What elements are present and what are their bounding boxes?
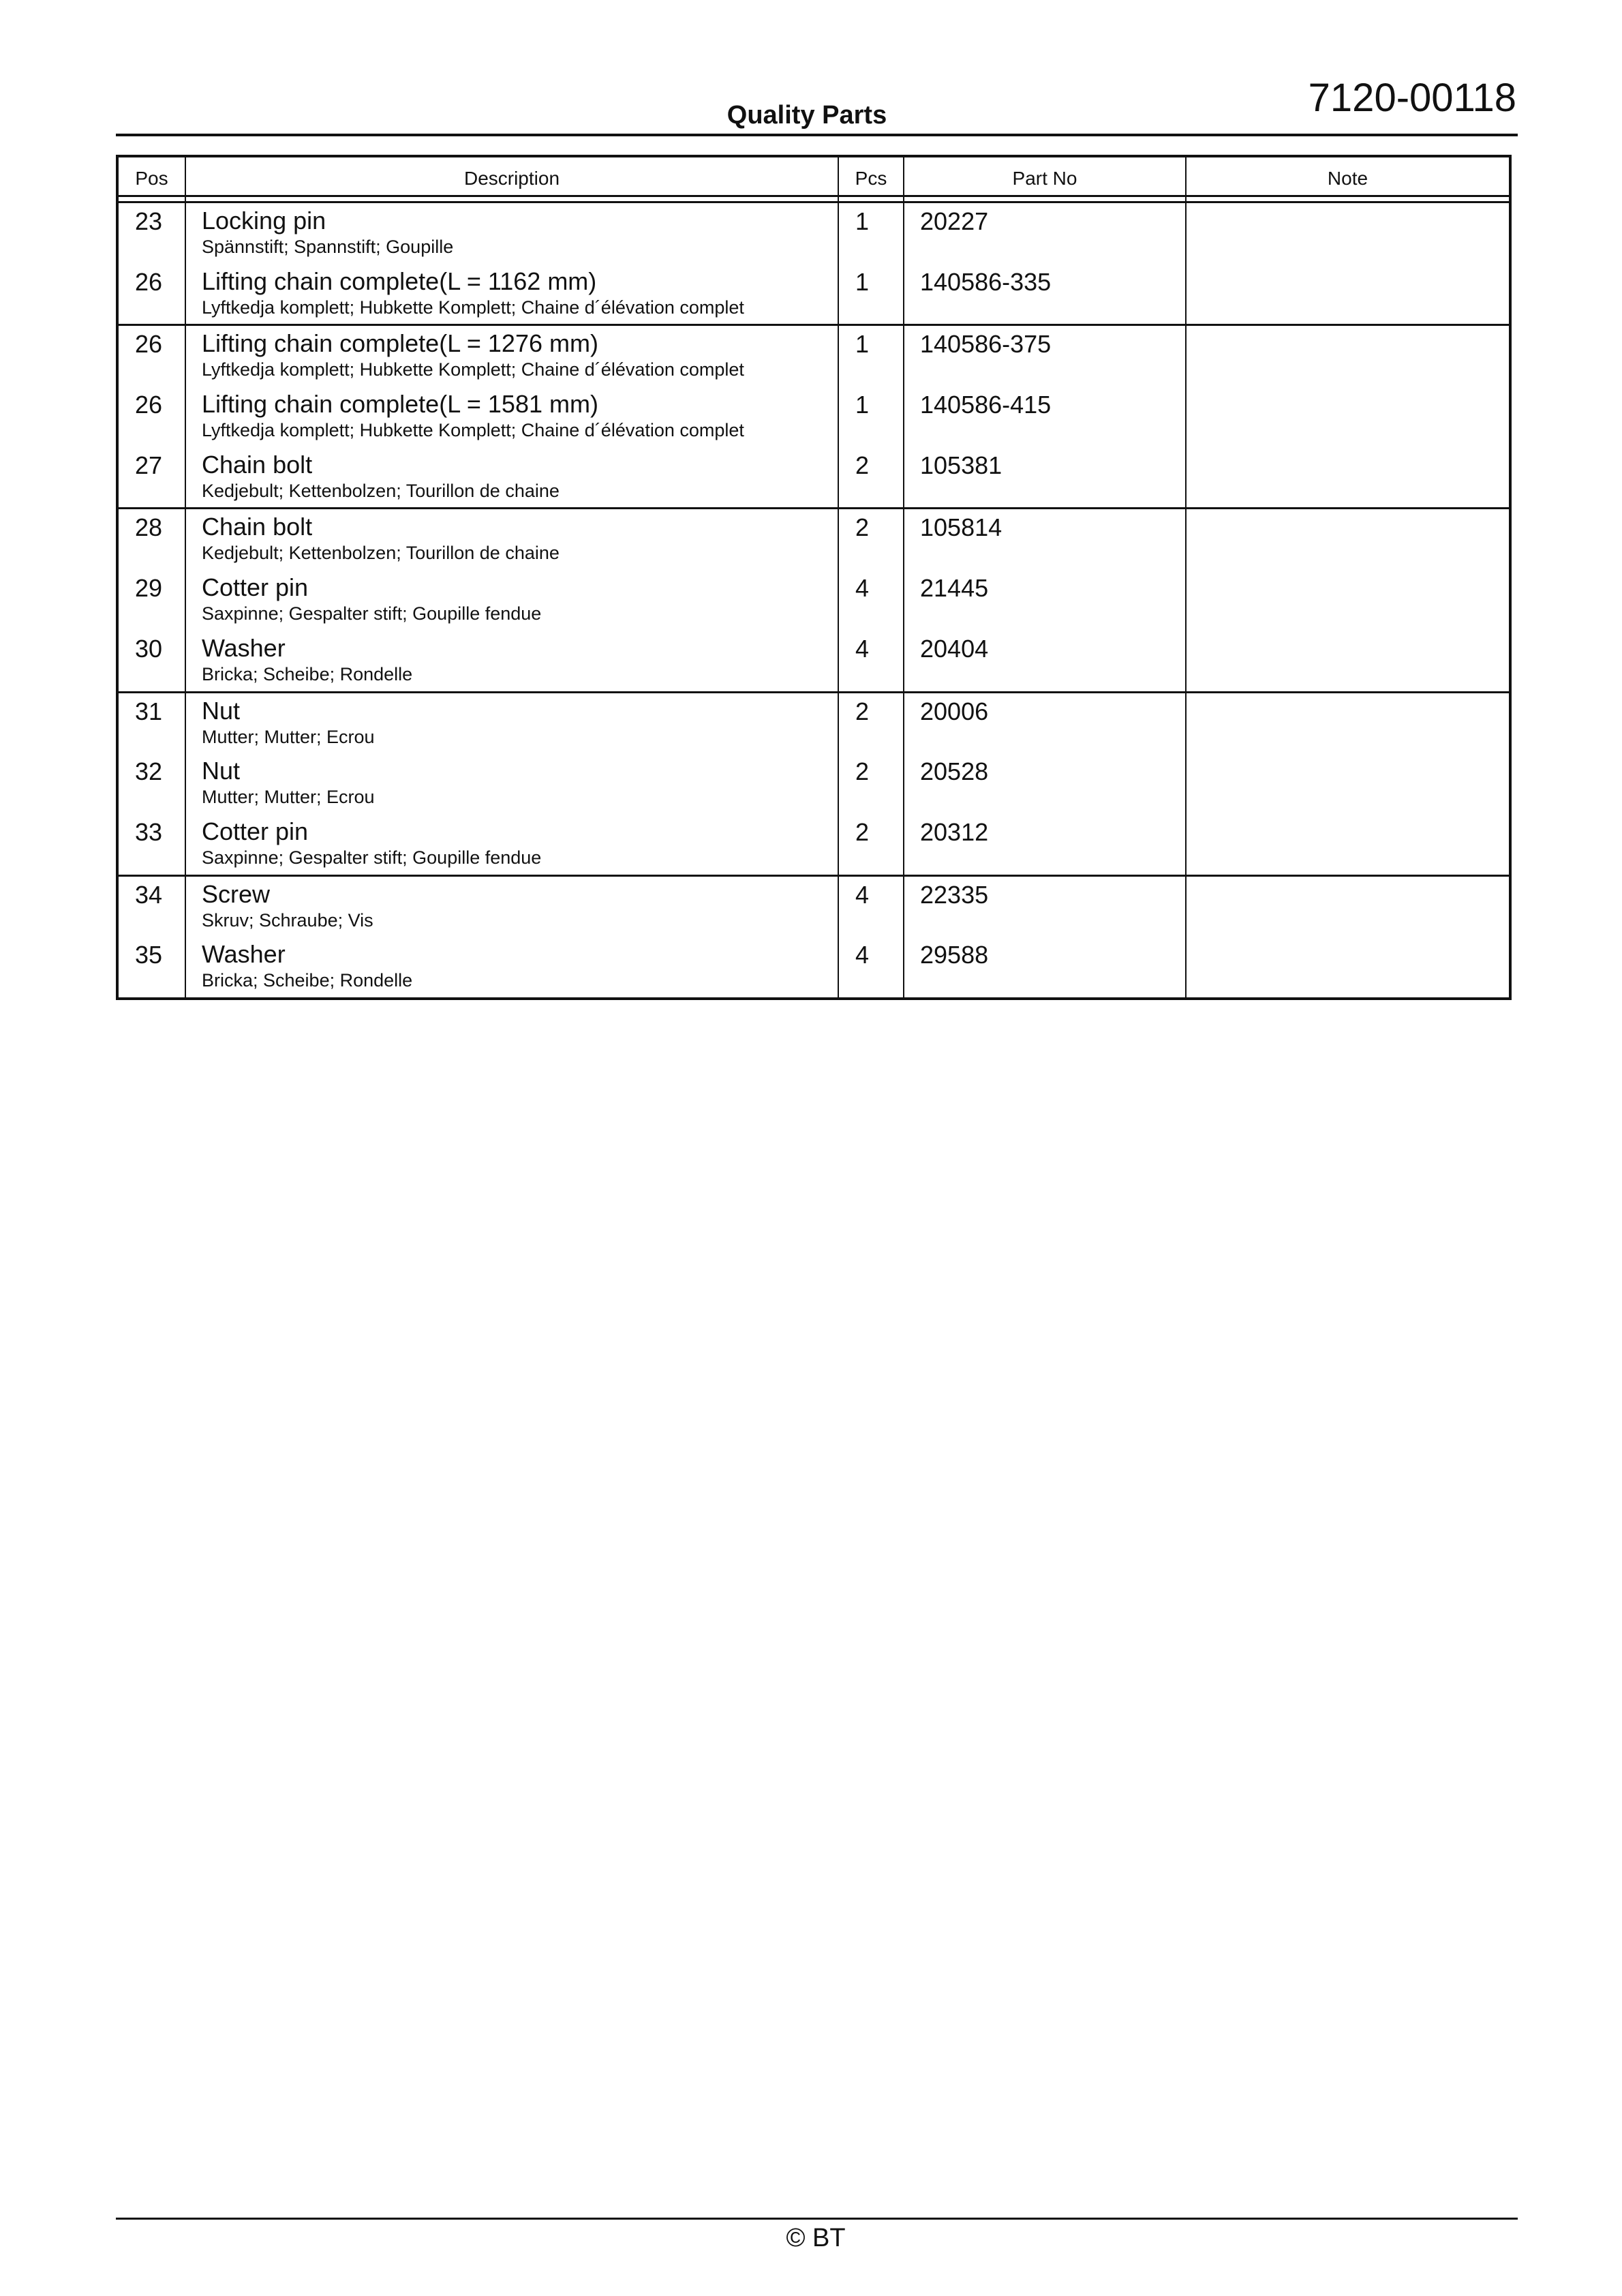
pcs-cell: 4 [838,937,903,997]
part-no-cell: 20528 [903,753,1185,814]
part-name: Chain bolt [202,450,313,479]
part-name: Washer [202,633,286,662]
row-group [119,326,1509,509]
note-cell [1185,814,1509,875]
pos-cell: 34 [135,880,163,909]
pcs-cell: 4 [838,631,903,691]
part-name: Lifting chain complete(L = 1162 mm) [202,267,597,295]
pos-cell: 33 [135,817,163,846]
note-cell [1185,693,1509,754]
parts-table [116,155,1512,1000]
part-translation: Saxpinne; Gespalter stift; Goupille fendue [202,603,542,624]
part-no-cell: 20006 [903,693,1185,754]
part-no-cell: 21445 [903,570,1185,631]
part-translation: Spännstift; Spannstift; Goupille [202,237,454,257]
part-name: Cotter pin [202,817,309,845]
part-no-cell: 20227 [903,203,1185,264]
note-cell [1185,753,1509,814]
description-cell [185,326,838,387]
column-header-pos: Pos [135,168,168,189]
pcs-cell: 2 [838,447,903,508]
table-row [119,509,1509,570]
row-group [119,203,1509,326]
description-cell [185,570,838,631]
note-cell [1185,203,1509,264]
part-name: Screw [202,879,271,908]
footer-divider [116,2218,1518,2220]
note-cell [1185,631,1509,691]
description-cell [185,877,838,937]
pos-cell: 30 [135,634,163,663]
part-name: Chain bolt [202,513,313,541]
pos-cell: 31 [135,697,163,725]
part-name: Lifting chain complete(L = 1276 mm) [202,329,598,358]
note-cell [1185,937,1509,997]
pcs-cell: 2 [838,509,903,570]
part-no-cell: 140586-415 [903,387,1185,447]
column-header-part-no: Part No [903,157,1185,195]
pos-cell: 26 [135,330,163,359]
description-cell [185,753,838,814]
pos-cell: 29 [135,574,163,603]
description-cell [185,264,838,324]
description-cell [185,631,838,691]
table-row [119,753,1509,814]
table-row [119,631,1509,691]
part-translation: Kedjebult; Kettenbolzen; Tourillon de chaine [202,480,560,501]
part-no-cell: 105381 [903,447,1185,508]
pcs-cell: 1 [838,264,903,324]
part-translation: Saxpinne; Gespalter stift; Goupille fendue [202,847,542,868]
table-header [119,157,1509,197]
table-row [119,570,1509,631]
part-translation: Lyftkedja komplett; Hubkette Komplett; Chaine d´élévation complet [202,420,744,441]
pcs-cell: 1 [838,203,903,264]
pcs-cell: 4 [838,570,903,631]
part-no-cell: 140586-335 [903,264,1185,324]
part-name: Cotter pin [202,573,309,602]
part-translation: Lyftkedja komplett; Hubkette Komplett; Chaine d´élévation complet [202,359,744,380]
part-name: Locking pin [202,207,326,235]
table-row [119,203,1509,264]
description-cell [185,447,838,508]
note-cell [1185,264,1509,324]
pos-cell: 23 [135,207,163,235]
note-cell [1185,387,1509,447]
table-row [119,387,1509,447]
part-no-cell: 140586-375 [903,326,1185,387]
table-row [119,937,1509,997]
pos-cell: 35 [135,941,163,969]
part-translation: Kedjebult; Kettenbolzen; Tourillon de chaine [202,543,560,564]
part-name: Lifting chain complete(L = 1581 mm) [202,390,598,419]
part-no-cell: 22335 [903,877,1185,937]
table-body [119,203,1509,997]
part-no-cell: 20404 [903,631,1185,691]
part-name: Washer [202,940,286,969]
pos-cell: 26 [135,391,163,419]
part-translation: Skruv; Schraube; Vis [202,909,373,931]
pcs-cell: 2 [838,753,903,814]
row-group [119,877,1509,997]
pos-cell: 26 [135,267,163,296]
header-divider [116,134,1518,136]
description-cell [185,387,838,447]
note-cell [1185,447,1509,508]
pcs-cell: 1 [838,326,903,387]
description-cell [185,937,838,997]
part-name: Nut [202,696,241,725]
part-no-cell: 20312 [903,814,1185,875]
part-translation: Lyftkedja komplett; Hubkette Komplett; Chaine d´élévation complet [202,297,744,318]
description-cell [185,203,838,264]
pcs-cell: 1 [838,387,903,447]
table-row [119,814,1509,875]
part-translation: Mutter; Mutter; Ecrou [202,787,375,808]
note-cell [1185,326,1509,387]
column-header-pcs: Pcs [838,157,903,195]
copyright: © BT [786,2224,846,2252]
pcs-cell: 2 [838,693,903,754]
table-row [119,326,1509,387]
part-translation: Mutter; Mutter; Ecrou [202,726,375,747]
page-title: Quality Parts [726,101,887,130]
part-translation: Bricka; Scheibe; Rondelle [202,663,413,684]
part-translation: Bricka; Scheibe; Rondelle [202,970,413,991]
document-number: 7120-00118 [1308,76,1516,120]
part-no-cell: 29588 [903,937,1185,997]
note-cell [1185,509,1509,570]
part-name: Nut [202,757,241,785]
row-group [119,509,1509,693]
table-row [119,447,1509,508]
pcs-cell: 2 [838,814,903,875]
pos-cell: 27 [135,451,163,479]
pos-cell: 28 [135,513,163,542]
pcs-cell: 4 [838,877,903,937]
note-cell [1185,877,1509,937]
description-cell [185,814,838,875]
column-header-description: Description [185,157,838,195]
row-group [119,693,1509,877]
description-cell [185,509,838,570]
header-spacer [119,197,1509,203]
part-no-cell: 105814 [903,509,1185,570]
column-header-note: Note [1185,157,1509,195]
pos-cell: 32 [135,757,163,786]
table-row [119,693,1509,754]
description-cell [185,693,838,754]
note-cell [1185,570,1509,631]
table-row [119,264,1509,324]
table-row [119,877,1509,937]
